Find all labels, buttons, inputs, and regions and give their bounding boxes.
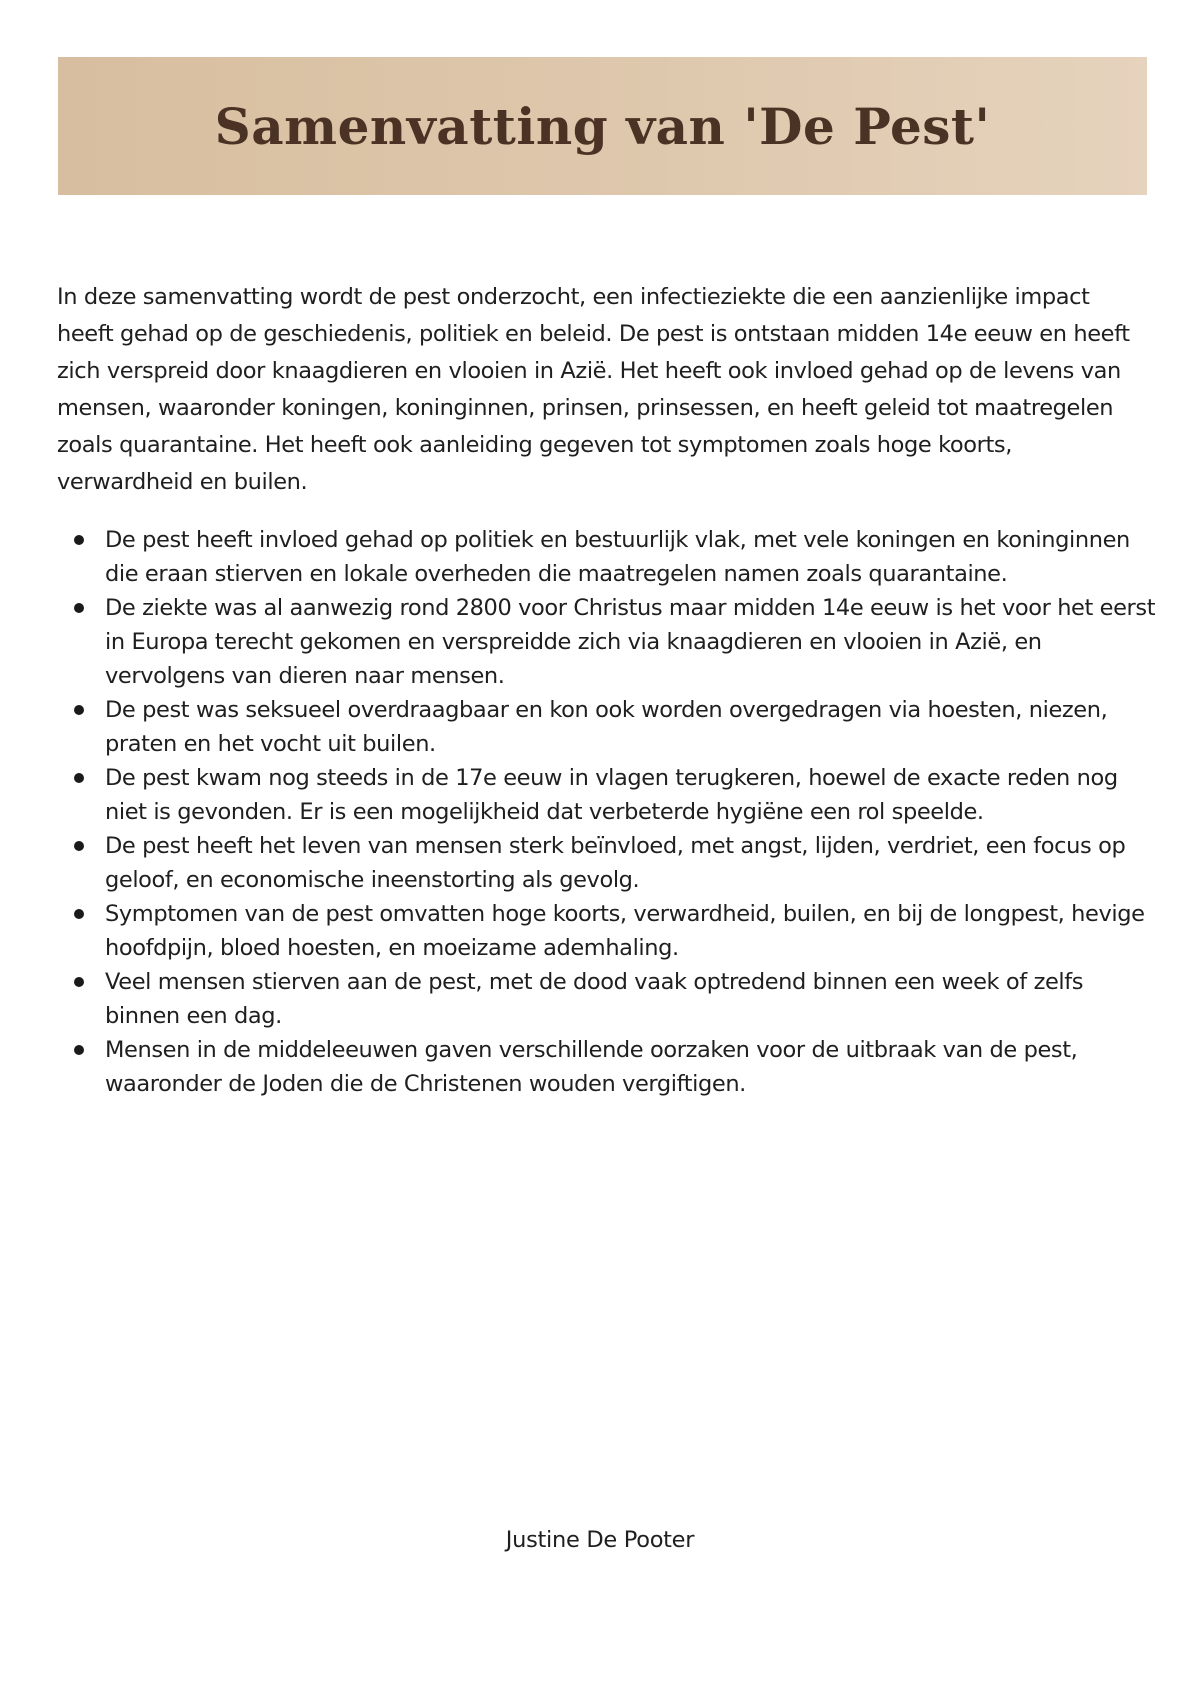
- title-banner: [58, 57, 1147, 195]
- bullet-dot-icon: [74, 841, 84, 851]
- bullet-item: [57, 829, 1157, 897]
- page-title: Samenvatting van 'De Pest': [214, 96, 991, 156]
- bullet-item: [57, 761, 1157, 829]
- bullet-dot-icon: [74, 909, 84, 919]
- bullet-text: De pest kwam nog steeds in de 17e eeuw in vlagen terugkeren, hoewel de exacte reden nog niet is gevonden. Er is een mogelijkheid dat verbeterde hygiëne een rol speelde.: [105, 765, 1118, 825]
- bullet-item: [57, 523, 1157, 591]
- bullet-dot-icon: [74, 535, 84, 545]
- bullet-text: De pest heeft het leven van mensen sterk beïnvloed, met angst, lijden, verdriet, een focus op geloof, en economische ineenstorting als gevolg.: [105, 833, 1126, 893]
- bullet-text: Mensen in de middeleeuwen gaven verschillende oorzaken voor de uitbraak van de pest, waaronder de Joden die de Christenen wouden vergiftigen.: [105, 1037, 1078, 1097]
- bullet-item: [57, 1033, 1157, 1101]
- bullet-text: Veel mensen stierven aan de pest, met de dood vaak optredend binnen een week of zelfs binnen een dag.: [105, 969, 1084, 1029]
- bullet-text: De pest was seksueel overdraagbaar en kon ook worden overgedragen via hoesten, niezen, praten en het vocht uit builen.: [105, 697, 1108, 757]
- bullet-item: [57, 897, 1157, 965]
- bullet-item: [57, 591, 1157, 693]
- bullet-item: [57, 693, 1157, 761]
- intro-paragraph: In deze samenvatting wordt de pest onderzocht, een infectieziekte die een aanzienlijke impact heeft gehad op de geschiedenis, politiek en beleid. De pest is ontstaan midden 14e eeuw en heeft zich verspreid door knaagdieren en vlooien in Azië. Het heeft ook invloed gehad op de levens van mensen, waaronder koningen, koninginnen, prinsen, prinsessen, en heeft geleid tot maatregelen zoals quarantaine. Het heeft ook aanleiding gegeven tot symptomen zoals hoge koorts, verwardheid en builen.: [57, 284, 1130, 495]
- bullet-dot-icon: [74, 603, 84, 613]
- bullet-dot-icon: [74, 1045, 84, 1055]
- bullet-dot-icon: [74, 705, 84, 715]
- bullet-text: De ziekte was al aanwezig rond 2800 voor Christus maar midden 14e eeuw is het voor het eerst in Europa terecht gekomen en verspreidde zich via knaagdieren en vlooien in Azië, en vervolgens van dieren naar mensen.: [105, 595, 1156, 689]
- bullet-text: De pest heeft invloed gehad op politiek en bestuurlijk vlak, met vele koningen en koninginnen die eraan stierven en lokale overheden die maatregelen namen zoals quarantaine.: [105, 527, 1130, 587]
- bullet-text: Symptomen van de pest omvatten hoge koorts, verwardheid, builen, en bij de longpest, hevige hoofdpijn, bloed hoesten, en moeizame ademhaling.: [105, 901, 1145, 961]
- bullet-item: [57, 965, 1157, 1033]
- author-name: Justine De Pooter: [505, 1527, 695, 1553]
- bullet-dot-icon: [74, 977, 84, 987]
- summary-bullet-list: [57, 523, 1157, 1101]
- bullet-dot-icon: [74, 773, 84, 783]
